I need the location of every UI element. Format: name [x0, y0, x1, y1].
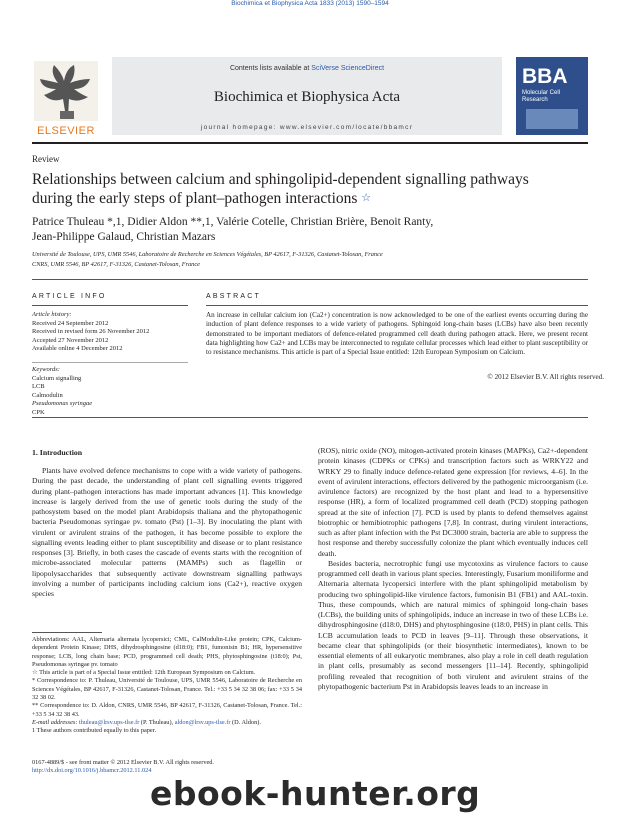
abstract-rule	[206, 305, 588, 306]
history-label: Article history:	[32, 311, 72, 318]
email-link-thuleau[interactable]: thuleau@lrsv.ups-tlse.fr	[79, 718, 140, 726]
article-title	[32, 170, 532, 208]
footnote-equal-contribution: 1 These authors contributed equally to this paper.	[32, 727, 157, 735]
authors-line-2: Jean-Philippe Galaud, Christian Mazars	[32, 231, 216, 243]
keyword: LCB	[32, 383, 45, 391]
elsevier-logo[interactable]	[32, 59, 100, 137]
affiliation-rule	[32, 279, 588, 280]
watermark-text: ebook-hunter.org	[150, 774, 481, 813]
publisher-name: ELSEVIER	[37, 125, 95, 137]
journal-homepage[interactable]: journal homepage: www.elsevier.com/locate/bbamcr	[200, 124, 414, 131]
contents-prefix: Contents lists available at	[229, 65, 312, 72]
left-column-body	[32, 466, 302, 599]
abstract-copyright: © 2012 Elsevier B.V. All rights reserved.	[487, 373, 604, 381]
contents-line	[112, 65, 502, 72]
footnote-rule	[32, 632, 102, 633]
history-received: Received 24 September 2012	[32, 319, 109, 327]
email-link-aldon[interactable]: aldon@lrsv.ups-tlse.fr	[174, 718, 231, 726]
title-text: Relationships between calcium and sphingolipid-dependent signalling pathways during the early steps of plant–pathogen interactions	[32, 171, 529, 207]
intro-paragraph-2: Besides bacteria, necrotrophic fungi use mycotoxins as virulence factors to cause programmed cell death in various plant species. Interestingly, Fusarium moniliforme and Alternaria alternata lycopersici interfere with the plant sphingolipid metabolism by producing two sphingolipid-like virulence factors, fumonisin B1 (FB1) and AAL-toxin. Thus, these compounds, which are natural mimics of sphingoid long-chain bases (LCBs), the building units of sphingolipids, induce an increase in two of these LCBs i.e. dihydrosphingosine (d18:0, DHS) and phytosphingosine (t18:0, PHS) in plant cells. This LCB accumulation leads to PCD in leaves [9–11]. Through these observations, it became clear that sphingolipids (or their biosynthetic intermediates), known to be essential elements of all eukaryotic membranes, also play a role in cell death regulation in plant cells, presumably as second messengers [11–14]. Recently, sphingolipid profiling revealed that recognition of both virulent and avirulent strains of the phytopathogenic bacterium Pst in Arabidopsis leaves leads to an increase in	[318, 558, 588, 691]
email-owner-2: (D. Aldon).	[230, 718, 261, 726]
abstract-bottom-rule	[32, 417, 588, 418]
affiliation-2: CNRS, UMR 5546, BP 42617, F-31326, Castanet-Tolosan, France	[32, 260, 200, 268]
footnote-emails	[32, 719, 302, 727]
masthead-rule	[32, 142, 588, 144]
cover-subtitle: Molecular Cell Research	[522, 90, 561, 103]
keywords-rule	[32, 362, 188, 363]
doi-link[interactable]: http://dx.doi.org/10.1016/j.bbamcr.2012.11.024	[32, 767, 152, 775]
article-type: Review	[32, 154, 60, 164]
journal-cover[interactable]	[516, 57, 588, 135]
journal-title: Biochimica et Biophysica Acta	[213, 89, 401, 105]
history-accepted: Accepted 27 November 2012	[32, 336, 109, 344]
author-list	[32, 215, 588, 245]
intro-paragraph-1: Plants have evolved defence mechanisms to cope with a wide variety of pathogens. During the past decade, the understanding of plant cell signalling events triggered during plant–pathogen interactions has made important advances [1]. This knowledge increase is largely derived from the use of genetic tools during the study of the pathosystem based on the model plant Arabidopsis thaliana and the phytopathogenic bacteria Pseudomonas syringae pv. tomato (Pst) [1–3]. By inoculating the plant with virulent or avirulent strains of the pathogen, it has become possible to explore the signalling events leading either to plant susceptibility and disease or to plant resistance responses [3]. Briefly, in both cases the cascade of events starts with the recognition of microbe-associated molecular patterns (MAMPs) such as flagellin or lipopolysaccharides that subsequently activate downstream signalling pathways involving a number of participants including calcium ions (Ca2+), reactive oxygen species	[32, 466, 302, 598]
keyword: CPK	[32, 408, 45, 416]
history-online: Available online 4 December 2012	[32, 345, 123, 353]
email-owner-1: (P. Thuleau),	[139, 718, 175, 726]
keywords-block	[32, 366, 192, 418]
title-footnote-mark[interactable]: ☆	[361, 192, 372, 204]
cover-image	[526, 109, 578, 129]
journal-reference[interactable]: Biochimica et Biophysica Acta 1833 (2013) 1590–1594	[231, 0, 389, 7]
abstract-text: An increase in cellular calcium ion (Ca2+) concentration is now acknowledged to be one of the earliest events occurring during the induction of plant defence responses to a wide variety of pathogens. Sphingoid long-chain bases (LCBs) have also been recently demonstrated to be important mediators of defence-related programmed cell death during pathogen attack. Here, we present recent data highlighting how Ca2+ and LCBs may be interconnected to regulate cellular processes which lead either to plant susceptibility or to resistance mechanisms. This article is part of a Special Issue entitled: 12th European Symposium on Calcium.	[206, 311, 588, 357]
history-revised: Received in revised form 26 November 2012	[32, 328, 150, 336]
intro-paragraph-continued: (ROS), nitric oxide (NO), mitogen-activated protein kinases (MAPKs), Ca2+-dependent protein kinases (CDPKs or CPKs) and transcription factors such as WRKY22 and WRKY 29 to finally induce defence-related gene expression [for reviews, 4–6]. In the event of avirulent interactions, effectors delivered by the pathogenic microorganism (i.e. avirulence factors) are recognized by the host plant and lead to a hypersensitive response (HR), a form of localized programmed cell death (PCD) stopping pathogen spread at the site of infection [7]. PCD is used by plants to defend themselves against biotrophic or hemibiotrophic pathogens [7,8]. In contrast, during virulent interactions, such as after plant infection with the Pst DC3000 strain, bacteria are able to suppress the host response and thereby successfully colonize the plant which eventually induces cell death.	[318, 446, 588, 558]
footnote-correspondence-1: * Correspondence to: P. Thuleau, Université de Toulouse, UPS, UMR 5546, Laboratoire de Recherche en Sciences Végétales, BP 42617, F-31326, Castanet-Tolosan, France. Tel.: +33 5 34 32 38 06; fax: +33 5 34 32 38 02.	[32, 677, 302, 702]
abstract-heading: ABSTRACT	[206, 293, 261, 300]
cover-title: BBA	[522, 65, 568, 88]
keyword: Pseudomonas syringae	[32, 400, 93, 408]
affiliation-1: Université de Toulouse, UPS, UMR 5546, Laboratoire de Recherche en Sciences Végétales, BP 42617, F-31326, Castanet-Tolosan, France	[32, 251, 383, 258]
article-info-heading: ARTICLE INFO	[32, 293, 107, 300]
authors-line-1: Patrice Thuleau *,1, Didier Aldon **,1, Valérie Cotelle, Christian Brière, Benoit Ranty,	[32, 216, 434, 228]
footnote-correspondence-2: ** Correspondence to: D. Aldon, CNRS, UMR 5546, BP 42617, F-31326, Castanet-Tolosan, France. Tel.: +33 5 34 32 38 43.	[32, 702, 302, 718]
keyword: Calcium signalling	[32, 374, 82, 382]
issn-text: 0167-4889/$ - see front matter © 2012 Elsevier B.V. All rights reserved.	[32, 759, 214, 766]
affiliations	[32, 250, 588, 269]
footnotes	[32, 636, 302, 736]
footnote-special-issue: ☆ This article is part of a Special Issue entitled: 12th European Symposium on Calcium.	[32, 669, 256, 677]
keyword: Calmodulin	[32, 391, 63, 399]
right-column-body	[318, 446, 588, 692]
article-history	[32, 311, 192, 354]
article-info-rule	[32, 305, 188, 306]
sciencedirect-link[interactable]: SciVerse ScienceDirect	[311, 65, 385, 72]
keywords-label: Keywords:	[32, 366, 60, 373]
section-heading-introduction: 1. Introduction	[32, 448, 83, 457]
footnote-abbreviations: Abbreviations: AAL, Alternaria alternata lycopersici; CML, CalModulin-Like protein; CPK, Calcium-dependent Protein Kinase; DHS, dihydrosphingosine (d18:0); FB1, fumonisin B1; HR, hypersensitive response; LCB, long chain base; PCD, programmed cell death; PHS, phytosphingosine (t18:0); Pst, Pseudomonas syringae pv. tomato	[32, 636, 302, 668]
email-label: E-mail addresses:	[32, 718, 79, 726]
